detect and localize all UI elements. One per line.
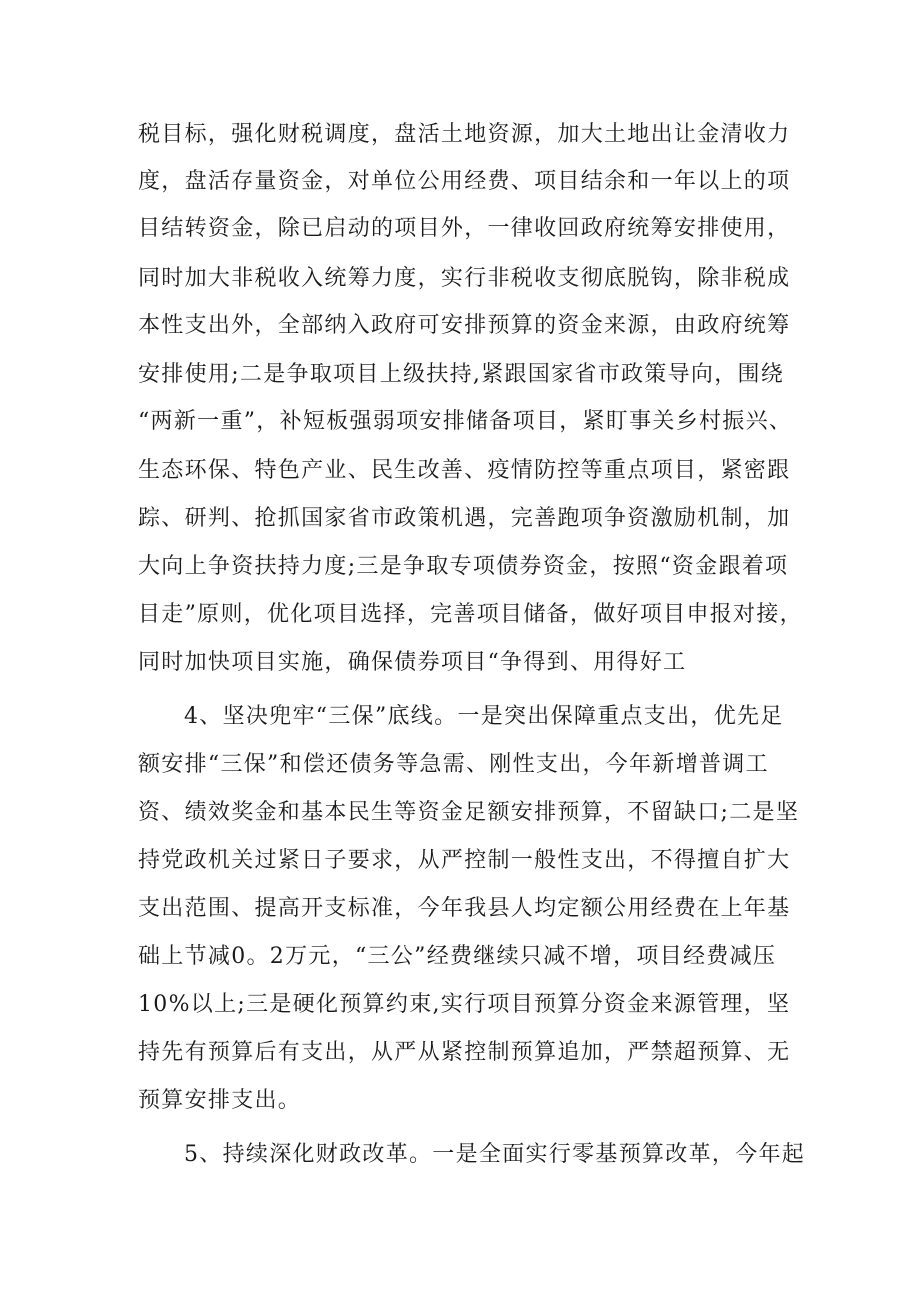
paragraph-line: 踪、研判、抢抓国家省市政策机遇，完善跑项争资激励机制，加 bbox=[138, 506, 791, 531]
paragraph-line: 支出范围、提高开支标准，今年我县人均定额公用经费在上年基 bbox=[138, 896, 791, 921]
paragraph-line: 税目标，强化财税调度，盘活土地资源，加大土地出让金清收力 bbox=[138, 122, 791, 147]
paragraph-line: 度，盘活存量资金，对单位公用经费、项目结余和一年以上的项 bbox=[138, 169, 791, 194]
paragraph-line: 同时加快项目实施，确保债券项目“争得到、用得好工 bbox=[138, 650, 687, 675]
paragraph-line: 大向上争资扶持力度;三是争取专项债券资金，按照“资金跟着项 bbox=[138, 554, 789, 579]
paragraph-line: 5、持续深化财政改革。一是全面实行零基预算改革，今年起 bbox=[184, 1142, 806, 1167]
paragraph-line: 目结转资金，除已启动的项目外，一律收回政府统筹安排使用， bbox=[138, 216, 791, 241]
paragraph-line: 目走”原则，优化项目选择，完善项目储备，做好项目申报对接， bbox=[138, 602, 803, 627]
paragraph-line: 持先有预算后有支出，从严从紧控制预算追加，严禁超预算、无 bbox=[138, 1040, 791, 1065]
paragraph-line: 同时加大非税收入统筹力度，实行非税收支彻底脱钩，除非税成 bbox=[138, 266, 791, 291]
paragraph-line: 安排使用;二是争取项目上级扶持,紧跟国家省市政策导向，围绕 bbox=[138, 362, 785, 387]
paragraph-line: 4、坚决兜牢“三保”底线。一是突出保障重点支出，优先足 bbox=[184, 704, 784, 729]
paragraph-line: 础上节减0。2万元，“三公”经费继续只减不增，项目经费减压 bbox=[138, 944, 777, 969]
paragraph-line: 生态环保、特色产业、民生改善、疫情防控等重点项目，紧密跟 bbox=[138, 458, 791, 483]
paragraph-line: 持党政机关过紧日子要求，从严控制一般性支出，不得擅自扩大 bbox=[138, 848, 791, 873]
paragraph-line: 额安排“三保”和偿还债务等急需、刚性支出，今年新增普调工 bbox=[138, 752, 769, 777]
paragraph-line: “两新一重”，补短板强弱项安排储备项目，紧盯事关乡村振兴、 bbox=[138, 409, 793, 434]
paragraph-line: 10%以上;三是硬化预算约束,实行项目预算分资金来源管理，坚 bbox=[138, 992, 791, 1017]
paragraph-line: 资、绩效奖金和基本民生等资金足额安排预算，不留缺口;二是坚 bbox=[138, 800, 800, 825]
paragraph-line: 本性支出外，全部纳入政府可安排预算的资金来源，由政府统筹 bbox=[138, 313, 791, 338]
paragraph-line: 预算安排支出。 bbox=[138, 1088, 302, 1113]
